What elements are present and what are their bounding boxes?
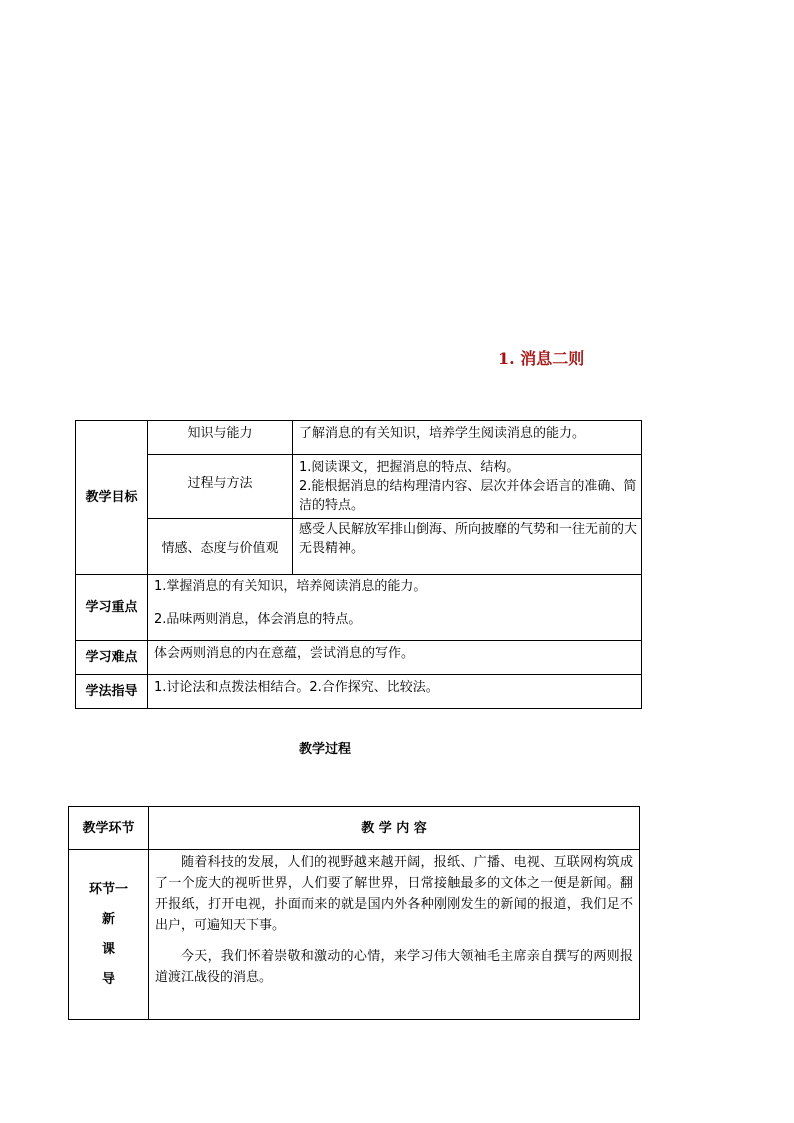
objective-content-attitude	[293, 519, 642, 575]
key-points-header: 学习重点	[76, 575, 148, 641]
lesson-title: 1. 消息二则	[498, 349, 585, 368]
stage-label-line: 新	[101, 911, 115, 927]
methods-content: 1.讨论法和点拨法相结合。2.合作探究、比较法。	[148, 675, 642, 709]
difficulties-header: 学习难点	[76, 641, 148, 675]
key-point-line: 2.品味两则消息，体会消息的特点。	[154, 612, 362, 627]
objective-line: 了解消息的有关知识，培养学生阅读消息的能力。	[299, 426, 586, 441]
objectives-header: 教学目标	[76, 421, 148, 575]
stage-label-line: 课	[101, 941, 115, 957]
objectives-table	[75, 420, 642, 709]
stage-column-header: 教学环节	[69, 807, 149, 850]
stage-label	[69, 850, 149, 1020]
key-point-line: 1.掌握消息的有关知识，培养阅读消息的能力。	[154, 579, 427, 594]
objective-label-attitude: 情感、态度与价值观	[148, 519, 293, 575]
objective-line: 感受人民解放军排山倒海、所向披靡的气势和一往无前的大无畏精神。	[299, 522, 638, 556]
methods-header: 学法指导	[76, 675, 148, 709]
stage-label-line: 导	[101, 971, 115, 987]
content-paragraph: 随着科技的发展，人们的视野越来越开阔，报纸、广播、电视、互联网构筑成了一个庞大的视听世界，人们要了解世界，日常接触最多的文体之一便是新闻。翻开报纸，打开电视，扑面而来的就是国内外各种刚刚发生的新闻的报道，我们足不出户，可遍知天下事。	[155, 855, 633, 933]
objective-line: 1.阅读课文，把握消息的特点、结构。	[299, 460, 520, 475]
difficulties-content: 体会两则消息的内在意蕴，尝试消息的写作。	[148, 641, 642, 675]
process-table	[68, 806, 640, 1020]
process-heading: 教学过程	[299, 742, 352, 757]
stage-label-line: 环节一	[88, 881, 128, 897]
objective-label-process: 过程与方法	[148, 455, 293, 519]
content-column-header: 教 学 内 容	[149, 807, 640, 850]
key-points-content	[148, 575, 642, 641]
objective-label-knowledge: 知识与能力	[148, 421, 293, 455]
objective-line: 2.能根据消息的结构理清内容、层次并体会语言的准确、简洁的特点。	[299, 479, 637, 513]
objective-content-knowledge	[293, 421, 642, 455]
stage-content	[149, 850, 640, 1020]
content-paragraph: 今天，我们怀着崇敬和激动的心情，来学习伟大领袖毛主席亲自撰写的两则报道渡江战役的消息。	[155, 949, 633, 985]
objective-content-process	[293, 455, 642, 519]
